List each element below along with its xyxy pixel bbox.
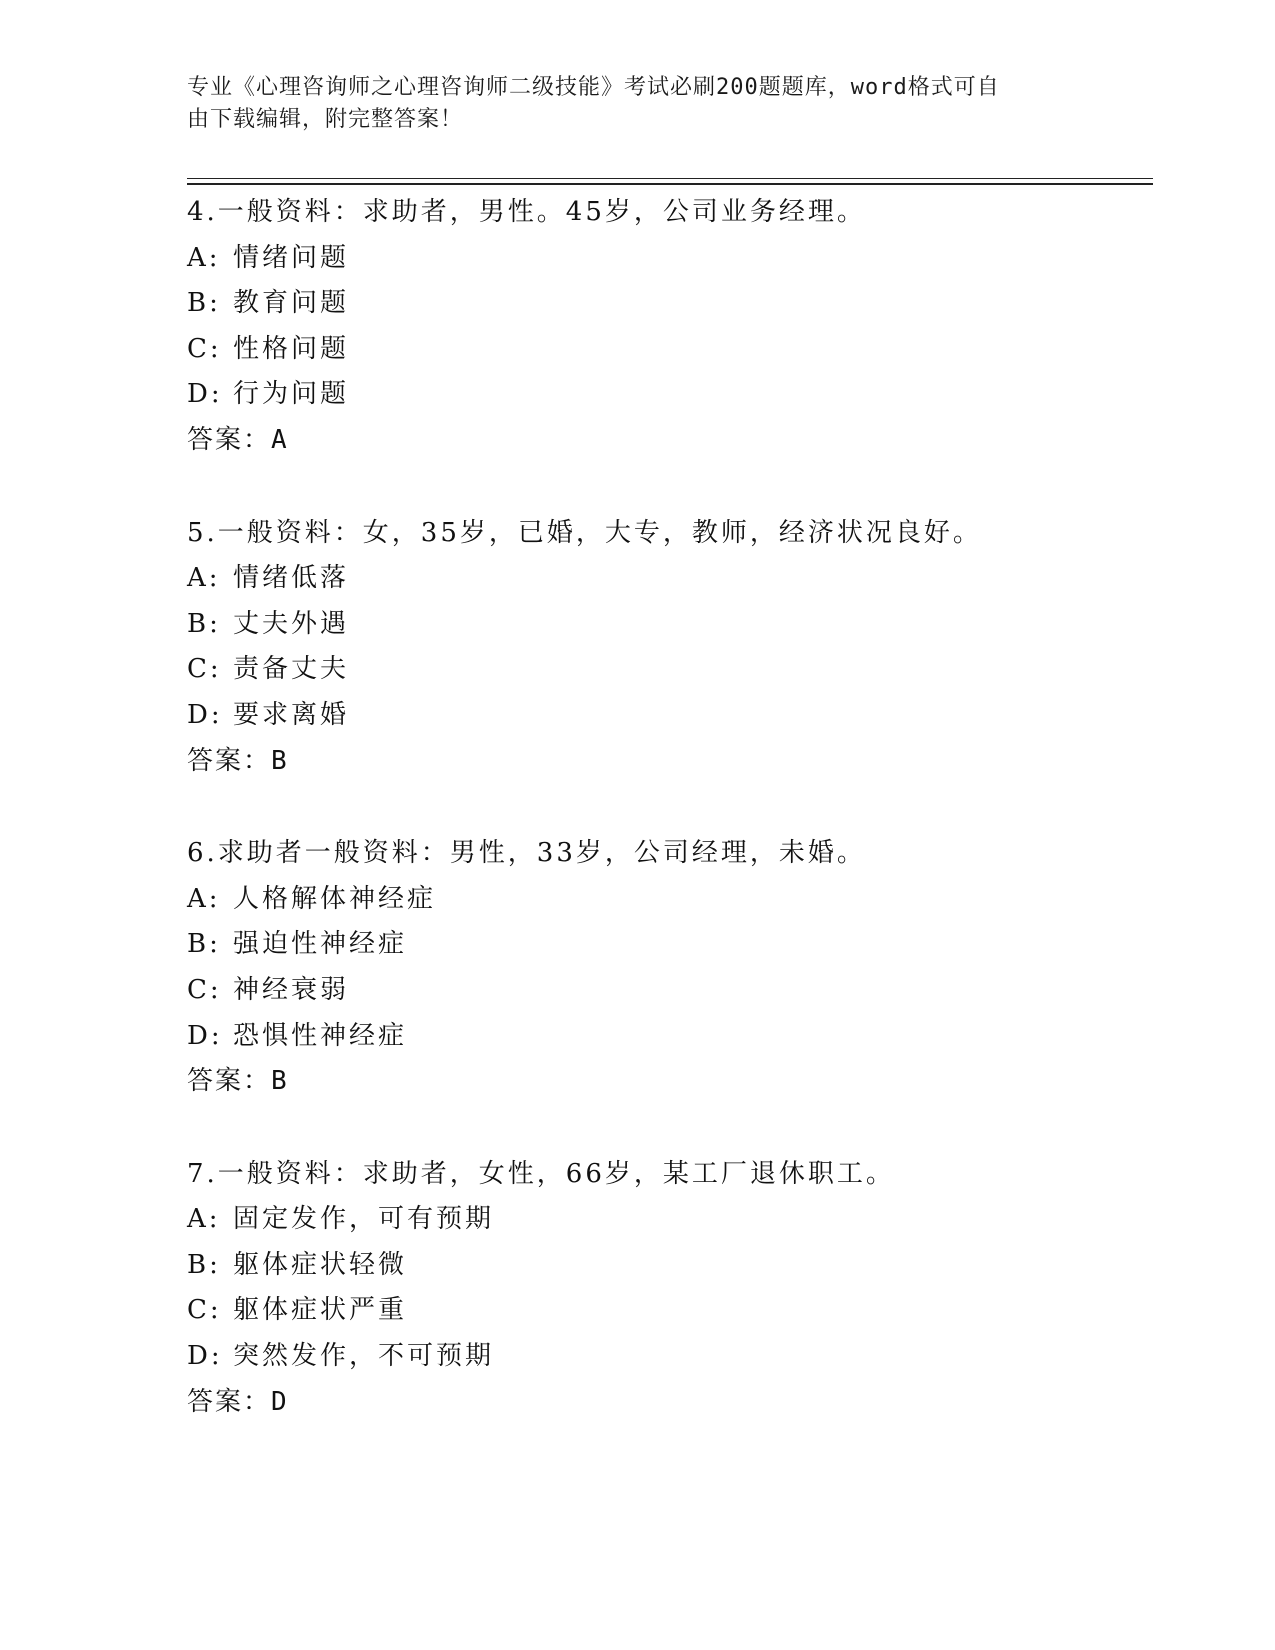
question-item: [187, 190, 1153, 464]
option-text: 恐惧性神经症: [233, 1020, 408, 1051]
option-d: [187, 1014, 1153, 1060]
option-text: 丈夫外遇: [233, 608, 350, 639]
option-letter: D:: [187, 699, 223, 730]
answer-line: [187, 418, 1153, 464]
option-letter: A:: [187, 883, 221, 914]
option-text: 行为问题: [233, 379, 350, 410]
option-b: [187, 922, 1153, 968]
option-letter: A:: [187, 1204, 221, 1235]
answer-value: A: [271, 424, 290, 455]
option-c: [187, 1288, 1153, 1334]
question-stem: 5.一般资料：女，35岁，已婚，大专，教师，经济状况良好。: [187, 517, 982, 548]
header-divider-thin: [187, 178, 1153, 179]
option-letter: C:: [187, 654, 222, 685]
question-list: [187, 190, 1153, 1472]
option-letter: B:: [187, 288, 221, 319]
option-c: [187, 968, 1153, 1014]
option-a: [187, 556, 1153, 602]
option-letter: D:: [187, 379, 223, 410]
answer-label: 答案：: [187, 1386, 272, 1417]
option-c: [187, 327, 1153, 373]
answer-line: [187, 1059, 1153, 1105]
option-text: 躯体症状严重: [233, 1295, 408, 1326]
option-text: 教育问题: [233, 288, 350, 319]
option-a: [187, 236, 1153, 282]
option-text: 人格解体神经症: [233, 883, 437, 914]
option-letter: A:: [187, 242, 221, 273]
option-text: 固定发作，可有预期: [233, 1204, 495, 1235]
option-text: 情绪问题: [233, 242, 350, 273]
option-c: [187, 647, 1153, 693]
header-divider-thick: [187, 183, 1153, 185]
question-stem: 7.一般资料：求助者，女性，66岁，某工厂退休职工。: [187, 1158, 895, 1189]
option-text: 躯体症状轻微: [233, 1249, 408, 1280]
option-letter: B:: [187, 929, 221, 960]
option-b: [187, 281, 1153, 327]
option-letter: A:: [187, 563, 221, 594]
option-letter: C:: [187, 974, 222, 1005]
option-text: 责备丈夫: [233, 654, 350, 685]
answer-value: D: [271, 1386, 290, 1417]
option-letter: C:: [187, 333, 222, 364]
answer-value: B: [271, 1066, 290, 1097]
question-item: [187, 831, 1153, 1105]
answer-value: B: [271, 745, 290, 776]
question-stem: 6.求助者一般资料：男性，33岁，公司经理，未婚。: [187, 838, 866, 869]
option-text: 性格问题: [233, 333, 350, 364]
option-letter: B:: [187, 1249, 221, 1280]
option-letter: D:: [187, 1020, 223, 1051]
document-header: [187, 72, 1067, 136]
answer-line: [187, 1380, 1153, 1426]
option-b: [187, 602, 1153, 648]
option-a: [187, 877, 1153, 923]
answer-label: 答案：: [187, 424, 272, 455]
answer-label: 答案：: [187, 1066, 272, 1097]
option-text: 强迫性神经症: [233, 929, 408, 960]
option-text: 情绪低落: [233, 563, 350, 594]
option-d: [187, 372, 1153, 418]
question-item: [187, 1152, 1153, 1426]
option-text: 神经衰弱: [233, 974, 350, 1005]
question-stem: 4.一般资料：求助者，男性。45岁，公司业务经理。: [187, 197, 866, 227]
header-line-2: 由下载编辑，附完整答案！: [187, 107, 464, 132]
option-letter: B:: [187, 608, 221, 639]
header-line-1: 专业《心理咨询师之心理咨询师二级技能》考试必刷200题题库，word格式可自: [187, 75, 1000, 100]
option-text: 突然发作，不可预期: [233, 1341, 495, 1372]
option-text: 要求离婚: [233, 699, 350, 730]
answer-line: [187, 739, 1153, 785]
option-d: [187, 693, 1153, 739]
option-b: [187, 1243, 1153, 1289]
answer-label: 答案：: [187, 745, 272, 776]
option-letter: D:: [187, 1341, 223, 1372]
question-item: [187, 511, 1153, 785]
option-letter: C:: [187, 1295, 222, 1326]
option-a: [187, 1197, 1153, 1243]
option-d: [187, 1334, 1153, 1380]
